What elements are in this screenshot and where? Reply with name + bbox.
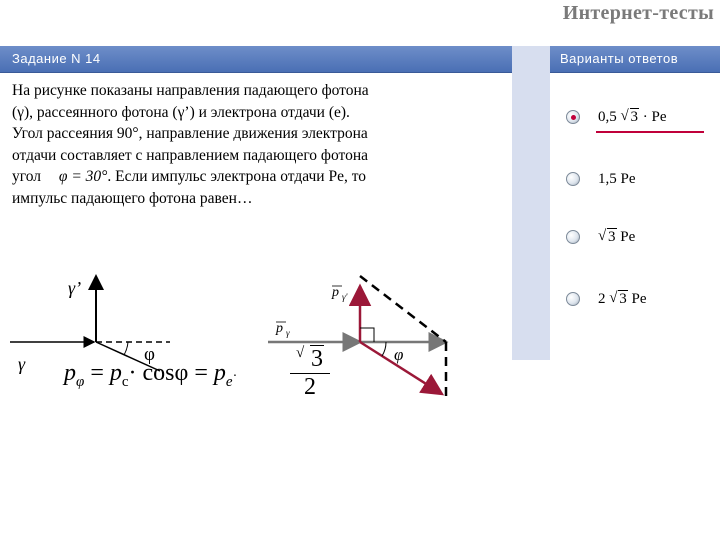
- question-line-part: . Если импульс электрона отдачи Pe, то: [107, 168, 367, 185]
- radio-button[interactable]: [566, 172, 580, 186]
- formula-fraction: [290, 346, 330, 401]
- p-incident-sub: γ: [286, 328, 290, 338]
- selected-answer-underline: [596, 131, 704, 133]
- answer-unit: Pe: [620, 171, 636, 187]
- fraction-numerator: [290, 346, 330, 374]
- answer-coef: 1,5: [598, 171, 617, 187]
- question-line: Угол рассеяния 90°, направление движения электрона: [12, 125, 368, 142]
- formula-cos: cosφ: [142, 360, 189, 386]
- radio-button[interactable]: [566, 230, 580, 244]
- formula-sub-phi: φ: [76, 373, 85, 390]
- radicand: 3: [608, 229, 616, 245]
- gamma-prime-label: γ’: [68, 278, 82, 298]
- formula-sub-e: e: [225, 373, 233, 390]
- sqrt-symbol: [598, 226, 617, 248]
- radio-button-selected[interactable]: [566, 110, 580, 124]
- phi-label-right: φ: [394, 345, 404, 364]
- divider-strip: [512, 46, 550, 360]
- answer-unit: Pe: [651, 109, 667, 125]
- answers-panel: [550, 46, 720, 360]
- formula-equals: =: [90, 360, 104, 386]
- phi-arc: [382, 342, 386, 356]
- solution-formula: [64, 346, 344, 416]
- question-line: На рисунке показаны направления падающего фотона: [12, 82, 369, 99]
- answer-label: [598, 288, 647, 310]
- radio-button[interactable]: [566, 292, 580, 306]
- formula-equals: =: [194, 360, 208, 386]
- answer-label: [598, 106, 667, 128]
- question-text: [12, 80, 504, 209]
- question-line: отдачи составляет с направлением падающего фотона: [12, 146, 369, 164]
- radicand: 3: [630, 109, 638, 125]
- formula-sub-c: c: [121, 373, 129, 390]
- parallelogram-top: [360, 276, 446, 342]
- question-line: (γ), рассеянного фотона (γ’) и электрона отдачи (e).: [12, 103, 350, 121]
- radicand: 3: [311, 346, 323, 372]
- answer-coef: 0,5: [598, 109, 617, 125]
- answer-label: [598, 226, 635, 248]
- answers-header: Варианты ответов: [550, 46, 720, 73]
- p-incident-label: p: [276, 321, 283, 336]
- formula-p: p: [109, 360, 122, 386]
- radicand: 3: [619, 291, 627, 307]
- answer-option-3[interactable]: [566, 226, 716, 248]
- sqrt-symbol: [296, 346, 324, 373]
- answer-option-1[interactable]: [566, 106, 716, 128]
- site-title: Интернет-тесты: [562, 2, 714, 24]
- phi-label: φ: [144, 344, 155, 365]
- answer-unit: Pe: [631, 291, 647, 307]
- sqrt-symbol: [609, 288, 628, 310]
- task-header: Задание N 14: [0, 46, 512, 73]
- answer-unit: Pe: [620, 229, 636, 245]
- p-scattered-sub: γ': [342, 292, 348, 302]
- answer-label: [598, 168, 636, 190]
- question-line: [12, 166, 504, 188]
- answer-option-2[interactable]: [566, 168, 716, 190]
- formula-lhs: [64, 360, 237, 391]
- formula-p: p: [213, 360, 226, 386]
- formula-dot-small: ·: [232, 369, 238, 384]
- question-line-part: угол: [12, 168, 42, 185]
- right-angle-mark: [360, 328, 374, 342]
- formula-p: p: [64, 360, 76, 386]
- formula-dot: ·: [128, 360, 137, 386]
- p-scattered-label: p: [332, 285, 339, 300]
- sqrt-symbol: [621, 106, 640, 128]
- question-line: импульс падающего фотона равен…: [12, 189, 253, 207]
- dot-symbol: ·: [642, 109, 648, 125]
- angle-expression: φ = 30°: [58, 168, 108, 185]
- gamma-label: γ: [18, 354, 26, 374]
- answer-option-4[interactable]: [566, 288, 716, 310]
- fraction-denominator: 2: [304, 374, 316, 400]
- answer-coef: 2: [598, 291, 606, 307]
